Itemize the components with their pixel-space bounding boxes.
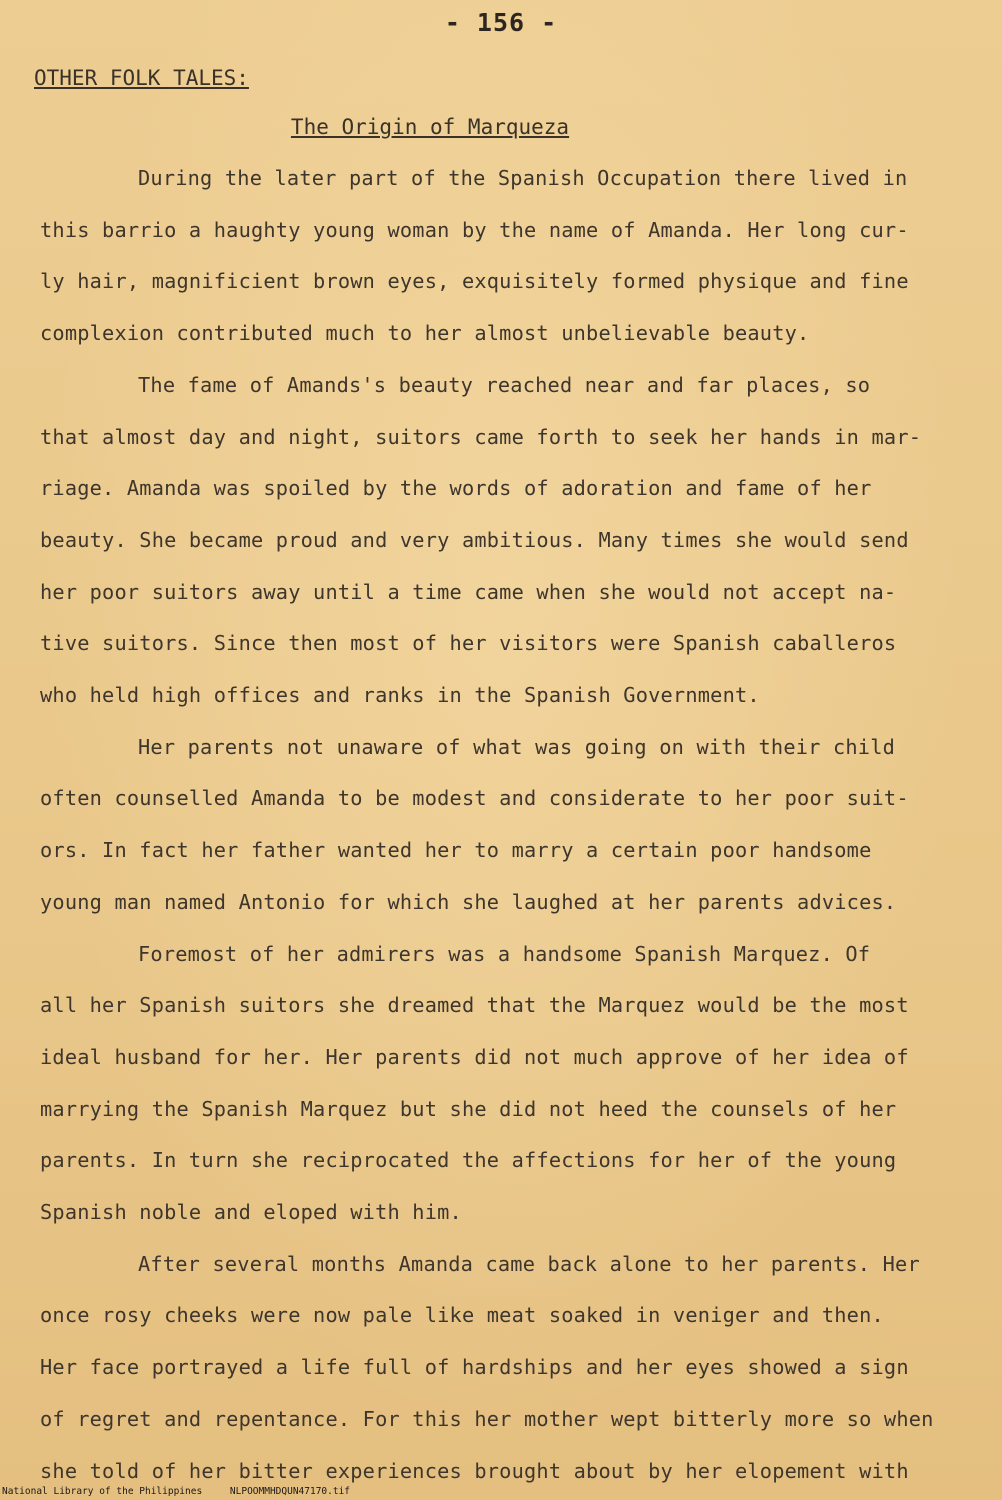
text-line: Spanish noble and eloped with him.: [40, 1200, 462, 1224]
section-heading: OTHER FOLK TALES:: [34, 66, 249, 90]
text-line: complexion contributed much to her almost unbelievable beauty.: [40, 321, 810, 346]
text-line: ors. In fact her father wanted her to marry a certain poor handsome: [40, 838, 872, 863]
page-number: - 156 -: [444, 8, 558, 37]
text-line: parents. In turn she reciprocated the affections for her of the young: [40, 1148, 897, 1173]
text-line: once rosy cheeks were now pale like meat soaked in veniger and then.: [40, 1303, 884, 1328]
footer-library: National Library of the Philippines: [2, 1486, 203, 1497]
text-line: that almost day and night, suitors came forth to seek her hands in mar-: [40, 424, 922, 449]
text-line: of regret and repentance. For this her mother wept bitterly more so when: [40, 1406, 934, 1431]
paragraph-first-line: Her parents not unaware of what was going on with their child: [138, 734, 896, 759]
paragraph-first-line: During the later part of the Spanish Occupation there lived in: [138, 166, 908, 190]
text-line: this barrio a haughty young woman by the name of Amanda. Her long cur-: [40, 217, 909, 242]
text-line: her poor suitors away until a time came when she would not accept na-: [40, 579, 897, 604]
footer-file-id: NLPOOMMHDQUN47170.tif: [229, 1486, 351, 1497]
text-line: ideal husband for her. Her parents did not much approve of her idea of: [40, 1044, 909, 1069]
paragraph-first-line: After several months Amanda came back alone to her parents. Her: [138, 1251, 920, 1276]
text-line: she told of her bitter experiences brought about by her elopement with: [40, 1458, 909, 1483]
text-line: all her Spanish suitors she dreamed that the Marquez would be the most: [40, 993, 909, 1018]
text-line: Her face portrayed a life full of hardships and her eyes showed a sign: [40, 1355, 909, 1380]
text-line: often counselled Amanda to be modest and considerate to her poor suit-: [40, 786, 909, 811]
text-line: ly hair, magnificient brown eyes, exquisitely formed physique and fine: [40, 269, 909, 294]
text-line: marrying the Spanish Marquez but she did not heed the counsels of her: [40, 1096, 897, 1121]
text-line: tive suitors. Since then most of her visitors were Spanish caballeros: [40, 631, 897, 656]
scan-footer: [2, 1486, 372, 1497]
paragraph-first-line: The fame of Amands's beauty reached near and far places, so: [138, 372, 871, 397]
text-line: young man named Antonio for which she laughed at her parents advices.: [40, 889, 897, 914]
story-title: The Origin of Marqueza: [290, 115, 570, 139]
text-line: beauty. She became proud and very ambitious. Many times she would send: [40, 527, 909, 552]
paragraph-first-line: Foremost of her admirers was a handsome Spanish Marquez. Of: [138, 941, 871, 966]
text-line: riage. Amanda was spoiled by the words of adoration and fame of her: [40, 476, 872, 501]
text-line: who held high offices and ranks in the Spanish Government.: [40, 683, 760, 707]
